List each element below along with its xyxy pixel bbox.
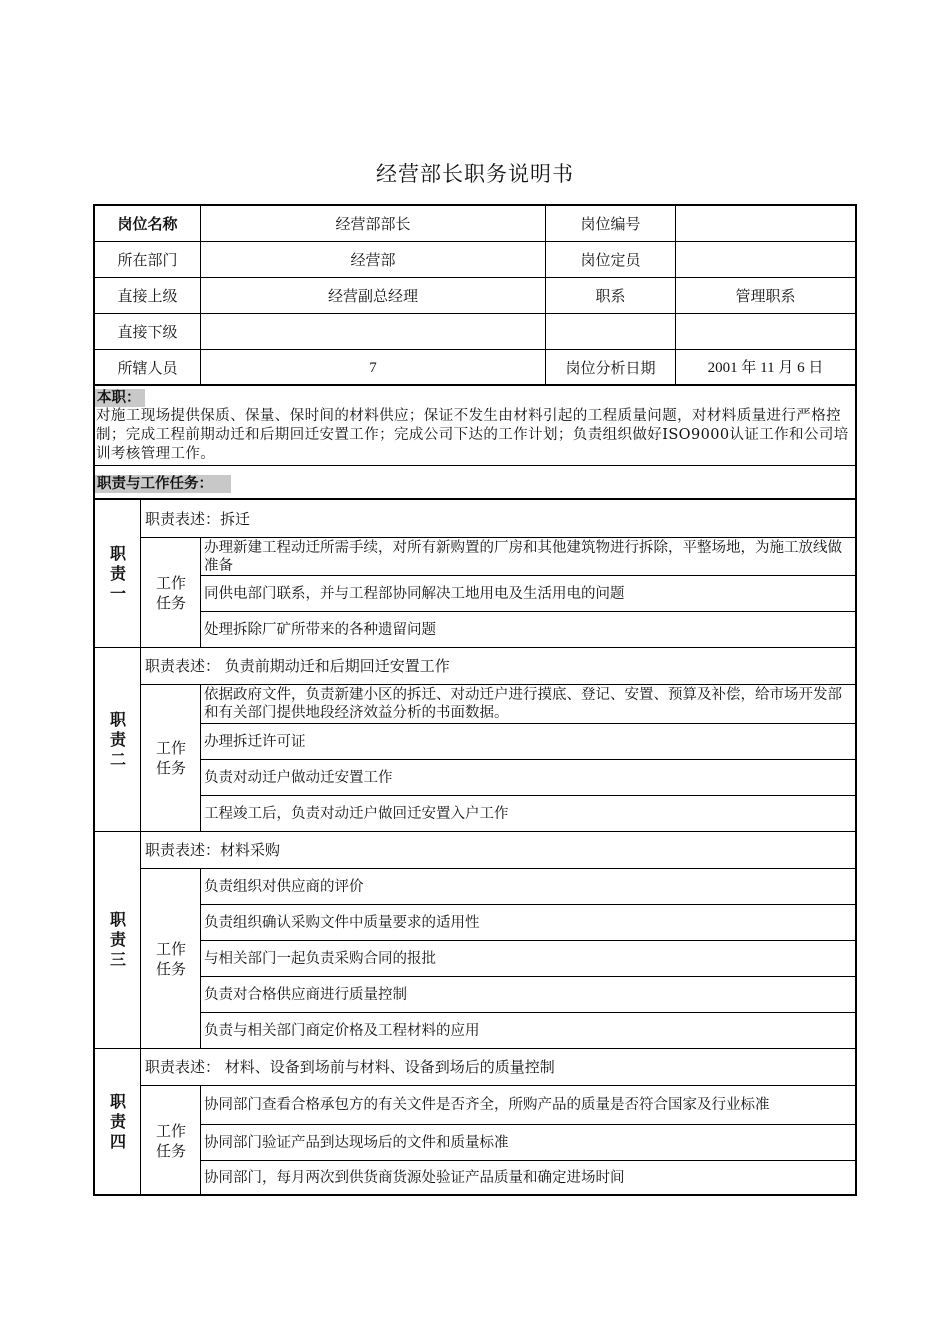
benzhi-text: 对施工现场提供保质、保量、保时间的材料供应；保证不发生由材料引起的工程质量问题，对材料质量进行严格控制；完成工程前期动迁和后期回迁安置工作；完成公司下达的工作计划；负责组织做好ISO9000认证工作和公司培训考核管理工作。 <box>96 408 849 462</box>
duty-4-name: 职责四 <box>109 1092 126 1151</box>
benzhi-label: 本职： <box>95 389 145 407</box>
duty-2-name: 职责二 <box>109 709 126 769</box>
position-name-label: 岗位名称 <box>117 215 178 233</box>
direct-subordinate-label: 直接下级 <box>117 323 178 341</box>
direct-superior-label: 直接上级 <box>117 287 178 305</box>
analysis-date-value: 2001 年 11 月 6 日 <box>707 359 824 376</box>
duty-2-task-1: 依据政府文件，负责新建小区的拆迁、对动迁户进行摸底、登记、安置、预算及补偿，给市场开发部和有关部门提供地段经济效益分析的书面数据。 <box>204 687 842 721</box>
headcount-label: 岗位定员 <box>580 251 641 269</box>
duty-4-task-1: 协同部门查看合格承包方的有关文件是否齐全，所购产品的质量是否符合国家及行业标准 <box>204 1097 770 1113</box>
direct-subordinate-value <box>201 314 545 350</box>
duty-1-task-3: 处理拆除厂矿所带来的各种遗留问题 <box>204 621 436 638</box>
job-family-label: 职系 <box>595 287 626 305</box>
position-code-value <box>676 206 855 242</box>
duty-4-work-label: 工作任务 <box>155 1121 186 1160</box>
duty-4-statement: 职责表述： 材料、设备到场前与材料、设备到场后的质量控制 <box>145 1058 555 1076</box>
headcount-value <box>676 242 855 278</box>
duty-2-work-label: 工作任务 <box>155 739 186 777</box>
duty-1-name: 职责一 <box>109 543 126 603</box>
analysis-date-label: 岗位分析日期 <box>565 358 656 377</box>
duty-3-task-2: 负责组织确认采购文件中质量要求的适用性 <box>204 914 480 931</box>
staff-count-label: 所辖人员 <box>117 358 178 377</box>
duty-1-task-2: 同供电部门联系，并与工程部协同解决工地用电及生活用电的问题 <box>204 585 625 602</box>
job-family-value: 管理职系 <box>735 287 796 305</box>
duty-3-task-1: 负责组织对供应商的评价 <box>204 878 364 895</box>
position-name-value: 经营部部长 <box>335 215 411 233</box>
direct-superior-value: 经营副总经理 <box>327 287 418 305</box>
duty-4-task-3: 协同部门，每月两次到供货商货源处验证产品质量和确定进场时间 <box>204 1170 625 1186</box>
duty-3-task-4: 负责对合格供应商进行质量控制 <box>204 986 407 1003</box>
staff-count-value: 7 <box>369 359 377 376</box>
duty-1-task-1: 办理新建工程动迁所需手续，对所有新购置的厂房和其他建筑物进行拆除，平整场地，为施工放线做准备 <box>204 539 842 574</box>
duty-3-task-5: 负责与相关部门商定价格及工程材料的应用 <box>204 1022 480 1039</box>
duty-1-work-label: 工作任务 <box>155 573 186 612</box>
duty-1-statement: 职责表述：拆迁 <box>145 509 251 528</box>
department-label: 所在部门 <box>117 251 178 269</box>
empty-value <box>676 314 855 350</box>
department-value: 经营部 <box>350 251 396 269</box>
position-code-label: 岗位编号 <box>580 215 641 233</box>
duty-3-name: 职责三 <box>109 910 126 969</box>
duty-3-work-label: 工作任务 <box>155 939 186 978</box>
duty-2-task-4: 工程竣工后，负责对动迁户做回迁安置入户工作 <box>204 805 509 822</box>
duty-4-task-2: 协同部门验证产品到达现场后的文件和质量标准 <box>204 1134 509 1151</box>
duty-3-statement: 职责表述：材料采购 <box>145 841 281 859</box>
empty-label <box>546 314 675 350</box>
duties-label: 职责与工作任务： <box>95 475 231 493</box>
duty-3-task-3: 与相关部门一起负责采购合同的报批 <box>204 950 436 967</box>
duty-2-task-3: 负责对动迁户做动迁安置工作 <box>204 769 393 786</box>
document-title: 经营部长职务说明书 <box>376 162 574 186</box>
duty-2-statement: 职责表述： 负责前期动迁和后期回迁安置工作 <box>145 657 450 675</box>
duty-2-task-2: 办理拆迁许可证 <box>204 733 306 750</box>
